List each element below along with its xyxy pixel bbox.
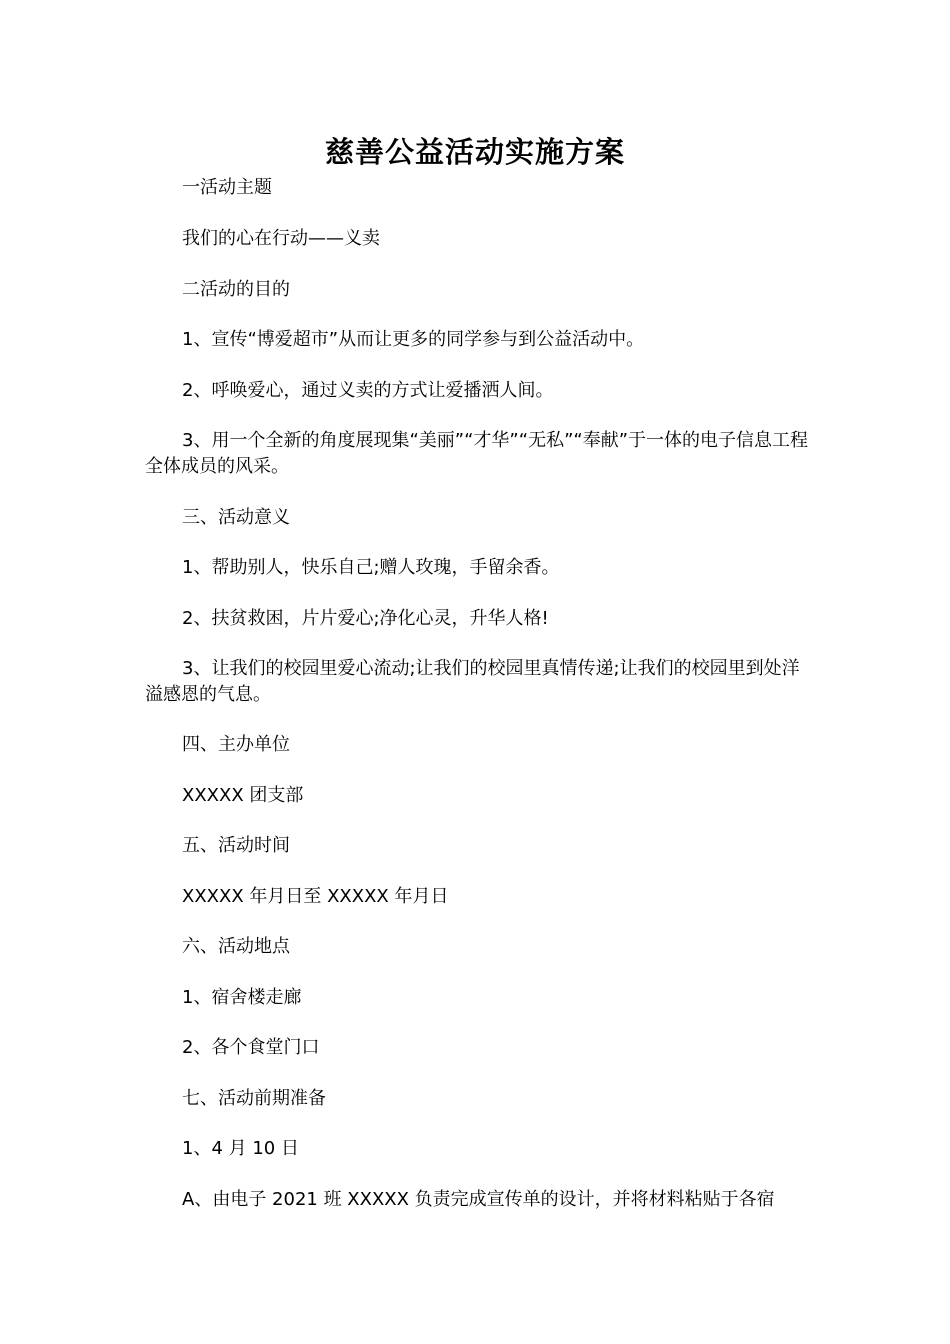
paragraph-purpose-2: 2、呼唤爱心，通过义卖的方式让爱播洒人间。 bbox=[182, 380, 554, 401]
paragraph-theme-content: 我们的心在行动——义卖 bbox=[182, 228, 380, 249]
section-heading-preparation: 七、活动前期准备 bbox=[182, 1088, 326, 1109]
section-heading-significance: 三、活动意义 bbox=[182, 507, 290, 528]
paragraph-preparation-date: 1、4 月 10 日 bbox=[182, 1138, 299, 1159]
section-heading-time: 五、活动时间 bbox=[182, 835, 290, 856]
paragraph-purpose-1: 1、宣传“博爱超市”从而让更多的同学参与到公益活动中。 bbox=[182, 329, 645, 350]
paragraph-significance-3: 3、让我们的校园里爱心流动;让我们的校园里真情传递;让我们的校园里到处洋溢感恩的气息。 bbox=[145, 658, 800, 705]
section-heading-organizer: 四、主办单位 bbox=[182, 734, 290, 755]
paragraph-time: XXXXX 年月日至 XXXXX 年月日 bbox=[182, 886, 449, 907]
section-heading-purpose: 二活动的目的 bbox=[182, 279, 290, 300]
paragraph-location-1: 1、宿舍楼走廊 bbox=[182, 987, 302, 1008]
paragraph-significance-1: 1、帮助别人，快乐自己;赠人玫瑰，手留余香。 bbox=[182, 557, 560, 578]
paragraph-purpose-3: 3、用一个全新的角度展现集“美丽”“才华”“无私”“奉献”于一体的电子信息工程全体成员的风采。 bbox=[145, 430, 809, 477]
paragraph-significance-2: 2、扶贫救困，片片爱心;净化心灵，升华人格! bbox=[182, 608, 549, 629]
document-title: 慈善公益活动实施方案 bbox=[324, 135, 625, 169]
paragraph-preparation-a: A、由电子 2021 班 XXXXX 负责完成宣传单的设计，并将材料粘贴于各宿 bbox=[182, 1189, 775, 1210]
paragraph-location-2: 2、各个食堂门口 bbox=[182, 1037, 320, 1058]
section-heading-location: 六、活动地点 bbox=[182, 936, 290, 957]
paragraph-organizer: XXXXX 团支部 bbox=[182, 785, 304, 806]
section-heading-theme: 一活动主题 bbox=[182, 177, 272, 198]
